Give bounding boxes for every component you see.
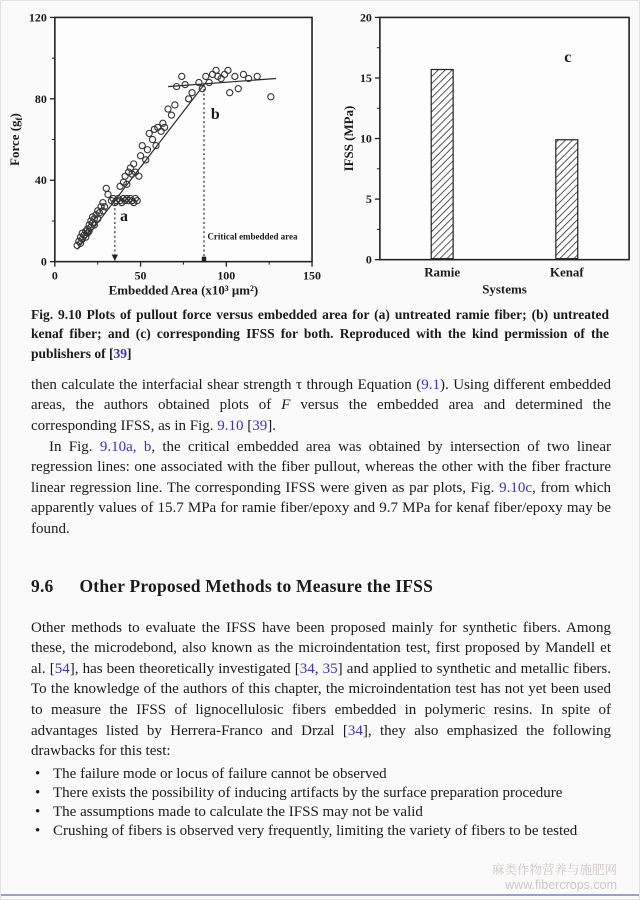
svg-text:Systems: Systems <box>482 281 527 297</box>
svg-text:Force (gf): Force $(g_f)$ <box>6 113 24 166</box>
svg-text:40: 40 <box>34 173 47 188</box>
cross-reference-link[interactable]: 39 <box>113 345 128 361</box>
cross-reference-link[interactable]: 9.10c <box>499 479 533 496</box>
watermark <box>492 863 617 893</box>
list-item-text: The assumptions made to calculate the IFSS may not be valid <box>53 804 423 821</box>
paragraph-3: Other methods to evaluate the IFSS have been proposed mainly for synthetic fibers. Among these, the microdebond, also known as the microindentation test, first proposed by Mandell et al. [54], has been theoretically investigated [34, 35] and applied to synthetic and metallic fibers. To the knowledge of the authors of this chapter, the microindentation test has not yet been used to measure the IFSS of lignocellulosic fibers embedded in polymeric resins. In spite of advantages listed by Herrera-Franco and Drzal [34], they also emphasized the following drawbacks for this test: <box>31 619 612 760</box>
svg-text:0: 0 <box>51 268 58 283</box>
bullet-icon: • <box>35 804 41 821</box>
svg-text:Embedded Area (x10³ μm²): Embedded Area (x10³ μm²) <box>108 282 259 297</box>
figure-9-10 <box>1 1 639 297</box>
svg-text:Ramie: Ramie <box>424 264 461 280</box>
italic-variable: F <box>281 397 291 414</box>
svg-text:20: 20 <box>359 10 372 25</box>
figure-caption <box>31 305 609 363</box>
section-heading <box>31 576 609 597</box>
svg-text:100: 100 <box>217 268 236 283</box>
list-item <box>31 823 611 840</box>
list-item-text: Crushing of fibers is observed very frequently, limiting the variety of fibers to be tested <box>53 823 578 840</box>
svg-text:120: 120 <box>28 10 47 25</box>
svg-text:0: 0 <box>40 254 47 269</box>
pullout-force-scatter-chart <box>5 5 340 297</box>
cross-reference-link[interactable]: 34 <box>299 660 315 677</box>
svg-text:150: 150 <box>303 268 321 283</box>
figure-caption-text: Plots of pullout force versus embedded area for (a) untreated ramie fiber; (b) untreated kenaf fiber; and (c) corresponding IFSS for both. Reproduced with the kind permission of the publishers of [39] <box>31 307 609 361</box>
cross-reference-link[interactable]: 35 <box>322 660 338 677</box>
watermark-url: www.fibercrops.com <box>505 878 617 892</box>
svg-text:0: 0 <box>365 252 372 267</box>
list-item-text: There exists the possibility of inducing artifacts by the surface preparation procedure <box>53 785 563 801</box>
svg-text:50: 50 <box>134 268 147 283</box>
svg-text:15: 15 <box>359 70 372 85</box>
cross-reference-link[interactable]: 39 <box>252 418 268 435</box>
svg-text:Critical embedded area: Critical embedded area <box>207 231 298 242</box>
svg-text:a: a <box>119 207 128 225</box>
list-item-text: The failure mode or locus of failure cannot be observed <box>53 765 387 782</box>
svg-text:c: c <box>564 49 572 67</box>
cross-reference-link[interactable]: 9.10 <box>217 418 244 435</box>
cross-reference-link[interactable]: 9.10a, b <box>99 438 152 455</box>
section-title: Other Proposed Methods to Measure the IFSS <box>79 575 434 596</box>
paragraph-1: then calculate the interfacial shear strength τ through Equation (9.1). Using different embedded areas, the authors obtained plots of F versus the embedded area and determined the corresponding IFSS, as in Fig. 9.10 [39]. <box>31 376 612 435</box>
svg-text:b: b <box>210 106 220 124</box>
paragraph-2: In Fig. 9.10a, b, the critical embedded area was obtained by intersection of two linear regression lines: one associated with the fiber pullout, whereas the other with the fiber fracture linear regression line. The corresponding IFSS were given as par plots, Fig. 9.10c, from which apparently values of 15.7 MPa for ramie fiber/epoxy and 9.7 MPa for kenaf fiber/epoxy may be found. <box>31 438 611 538</box>
section-number: 9.6 <box>31 575 54 596</box>
drawback-list <box>31 766 611 841</box>
cross-reference-link[interactable]: 54 <box>54 660 70 677</box>
bullet-icon: • <box>35 823 41 840</box>
watermark-site-name: 麻类作物营养与施肥网 <box>491 863 617 877</box>
list-item <box>31 804 611 821</box>
svg-text:5: 5 <box>365 192 372 207</box>
figure-label: Fig. 9.10 <box>31 307 82 322</box>
cross-reference-link[interactable]: 9.1 <box>421 376 441 393</box>
svg-text:IFSS (MPa): IFSS (MPa) <box>340 105 356 172</box>
svg-text:10: 10 <box>359 131 372 146</box>
svg-text:80: 80 <box>34 91 47 106</box>
page-bottom-edge <box>1 894 639 896</box>
cross-reference-link[interactable]: 34 <box>347 722 363 739</box>
list-item <box>31 785 611 802</box>
bullet-icon: • <box>35 765 41 782</box>
bullet-icon: • <box>35 785 41 801</box>
svg-text:Kenaf: Kenaf <box>549 264 584 280</box>
list-item <box>31 766 611 783</box>
ifss-bar-chart <box>340 5 639 297</box>
